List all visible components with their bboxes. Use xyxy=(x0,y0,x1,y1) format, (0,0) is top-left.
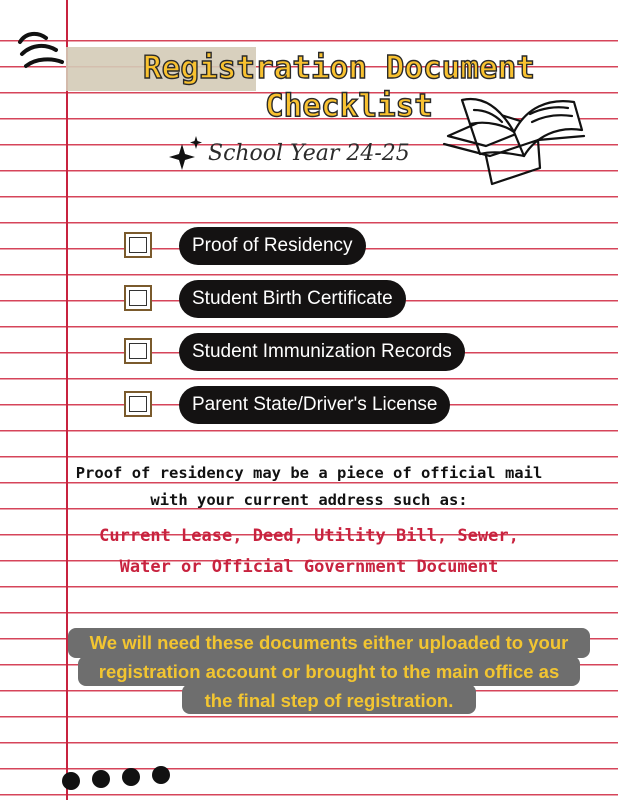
checklist-item-label: Parent State/Driver's License xyxy=(179,386,450,424)
checkbox[interactable] xyxy=(124,232,152,258)
checkbox[interactable] xyxy=(124,338,152,364)
banner-line2: registration account or brought to the main office as xyxy=(98,661,560,682)
open-book-icon xyxy=(440,84,590,194)
banner-line1: We will need these documents either uploaded to your xyxy=(89,632,569,653)
school-year-subtitle: School Year 24-25 xyxy=(208,141,410,166)
binder-hole-icon xyxy=(62,772,80,790)
checklist-item-label: Student Birth Certificate xyxy=(179,280,406,318)
banner-line3: the final step of registration. xyxy=(204,690,454,711)
sparkle-icon xyxy=(168,134,204,174)
checklist-item-label: Student Immunization Records xyxy=(179,333,465,371)
binder-hole-icon xyxy=(92,770,110,788)
checklist-item-label: Proof of Residency xyxy=(179,227,366,265)
checkbox[interactable] xyxy=(124,391,152,417)
residency-note-line2: with your current address such as: xyxy=(150,491,468,509)
binder-hole-icon xyxy=(152,766,170,784)
instruction-banner-text xyxy=(68,628,590,715)
page-title-line1: Registration Document xyxy=(143,50,535,86)
residency-examples-line2: Water or Official Government Document xyxy=(119,557,499,577)
checkbox[interactable] xyxy=(124,285,152,311)
binder-hole-icon xyxy=(122,768,140,786)
page-title-line2: Checklist xyxy=(265,88,433,124)
instruction-banner xyxy=(68,628,590,714)
residency-examples-line1: Current Lease, Deed, Utility Bill, Sewer, xyxy=(99,526,519,546)
residency-note-line1: Proof of residency may be a piece of official mail xyxy=(75,464,543,482)
